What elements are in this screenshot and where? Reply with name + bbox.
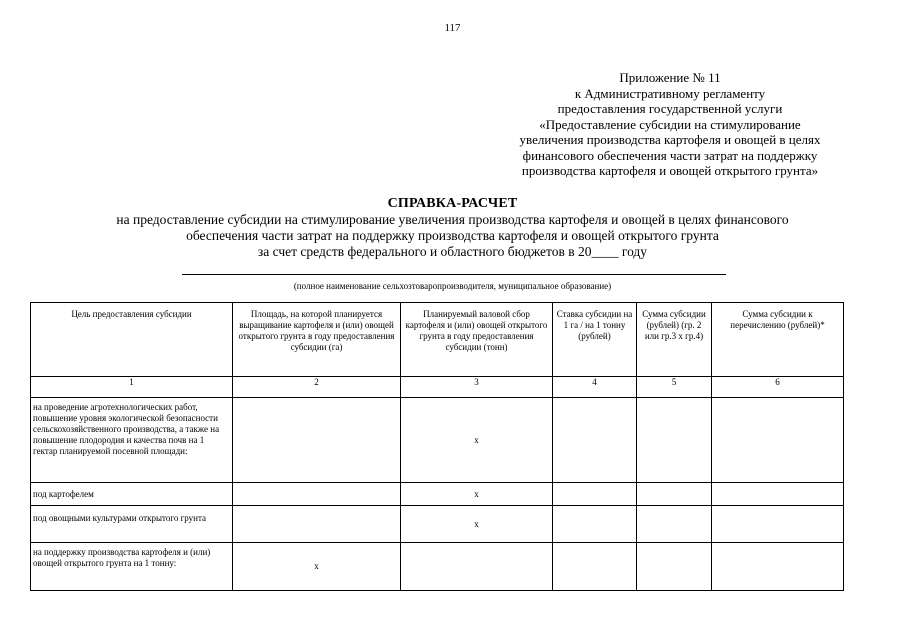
- data-cell: [401, 543, 553, 591]
- appendix-line: производства картофеля и овощей открытого грунта»: [521, 163, 819, 178]
- table-row: [31, 483, 844, 506]
- appendix-header: [480, 70, 860, 179]
- data-cell: [637, 543, 712, 591]
- producer-name-caption: (полное наименование сельхозтоваропроизводителя, муниципальное образование): [293, 281, 612, 291]
- producer-name-line: [182, 274, 726, 275]
- column-number: 1: [31, 377, 233, 398]
- data-cell: [712, 483, 844, 506]
- purpose-cell: на поддержку производства картофеля и (или) овощей открытого грунта на 1 тонну:: [31, 543, 233, 591]
- data-cell: [233, 506, 401, 543]
- header-cell: Ставка субсидии на 1 га / на 1 тонну (рублей): [553, 303, 637, 377]
- header-cell: Сумма субсидии к перечислению (рублей)*: [712, 303, 844, 377]
- header-cell: Сумма субсидии (рублей) (гр. 2 или гр.3 х гр.4): [637, 303, 712, 377]
- table-header-row: [31, 303, 844, 377]
- header-cell: Планируемый валовой сбор картофеля и (или) овощей открытого грунта в году предоставления субсидии (тонн): [401, 303, 553, 377]
- column-number: 3: [401, 377, 553, 398]
- purpose-cell: на проведение агротехнологических работ, повышение уровня экологической безопасности сельскохозяйственного производства, а также на повышение плодородия и качества почв на 1 гектар планируемой посевной площади:: [31, 398, 233, 483]
- subtitle-line: на предоставление субсидии на стимулирование увеличения производства картофеля и овощей в целях финансового: [116, 212, 789, 227]
- appendix-line: финансового обеспечения части затрат на поддержку: [522, 147, 818, 163]
- header-cell: Площадь, на которой планируется выращивание картофеля и (или) овощей открытого грунта в году предоставления субсидии (га): [233, 303, 401, 377]
- data-cell: х: [401, 398, 553, 483]
- page-number: 117: [444, 22, 461, 34]
- data-cell: [637, 398, 712, 483]
- appendix-line: предоставления государственной услуги: [557, 101, 783, 116]
- data-cell: х: [233, 543, 401, 591]
- appendix-line: Приложение № 11: [619, 70, 721, 85]
- column-number: 6: [712, 377, 844, 398]
- data-cell: [712, 398, 844, 483]
- table-row: [31, 543, 844, 591]
- data-cell: [712, 506, 844, 543]
- table-row: [31, 506, 844, 543]
- subtitle-line: за счет средств федерального и областного бюджетов в 20____ году: [257, 244, 648, 259]
- document-subtitle: [40, 212, 865, 260]
- column-number: 5: [637, 377, 712, 398]
- column-number-row: [31, 377, 844, 398]
- data-cell: [553, 543, 637, 591]
- column-number: 2: [233, 377, 401, 398]
- purpose-cell: под картофелем: [31, 483, 233, 506]
- data-cell: [637, 506, 712, 543]
- document-title: СПРАВКА-РАСЧЕТ: [387, 196, 518, 211]
- purpose-cell: под овощными культурами открытого грунта: [31, 506, 233, 543]
- data-cell: х: [401, 483, 553, 506]
- subtitle-line: обеспечения части затрат на поддержку производства картофеля и овощей открытого грунта: [186, 228, 719, 243]
- data-cell: [233, 483, 401, 506]
- appendix-line: «Предоставление субсидии на стимулирование: [539, 116, 801, 132]
- data-cell: [233, 398, 401, 483]
- header-cell: Цель предоставления субсидии: [31, 303, 233, 377]
- data-cell: [712, 543, 844, 591]
- data-cell: [637, 483, 712, 506]
- data-cell: [553, 506, 637, 543]
- subsidy-calculation-table: [30, 302, 844, 591]
- data-cell: [553, 483, 637, 506]
- appendix-line: увеличения производства картофеля и овощей в целях: [519, 132, 821, 147]
- appendix-line: к Административному регламенту: [574, 85, 766, 101]
- data-cell: х: [401, 506, 553, 543]
- data-cell: [553, 398, 637, 483]
- table-row: [31, 398, 844, 483]
- column-number: 4: [553, 377, 637, 398]
